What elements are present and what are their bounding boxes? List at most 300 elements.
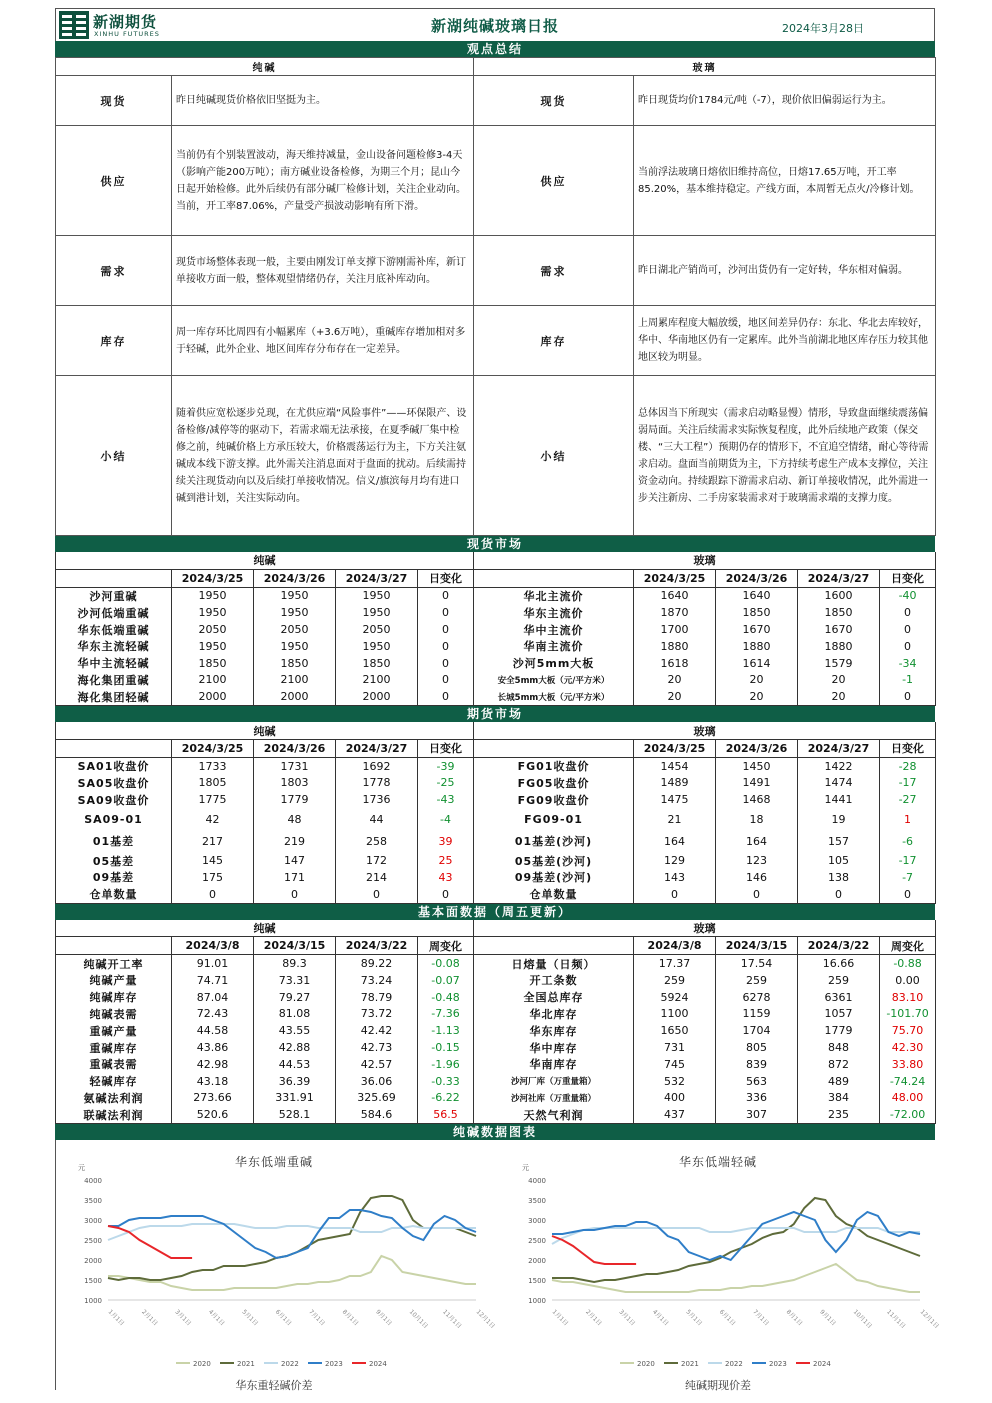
futures-table [55, 722, 936, 903]
value-cell: 1100 [634, 1006, 716, 1023]
value-cell: 33.80 [880, 1056, 936, 1073]
table-row [56, 1022, 936, 1039]
value-cell: 1159 [716, 1006, 798, 1023]
value-cell: 20 [716, 672, 798, 689]
value-cell: 2000 [254, 688, 336, 705]
row-name: 海化集团轻碱 [56, 688, 172, 705]
value-cell: 21 [634, 808, 716, 830]
value-cell: 79.27 [254, 989, 336, 1006]
value-cell: 83.10 [880, 989, 936, 1006]
value-cell: 2050 [172, 621, 254, 638]
value-cell: 73.24 [336, 972, 418, 989]
x-tick-label: 4月1日 [206, 1308, 226, 1328]
value-cell: 1870 [634, 604, 716, 621]
value-cell: 1491 [716, 775, 798, 792]
row-name: FG09收盘价 [474, 791, 634, 808]
table-row [56, 587, 936, 604]
value-cell: 123 [716, 852, 798, 869]
value-cell: 2000 [172, 688, 254, 705]
value-cell: 1803 [254, 775, 336, 792]
value-cell: -34 [880, 655, 936, 672]
row-name: 纯碱开工率 [56, 955, 172, 972]
value-cell: 20 [798, 688, 880, 705]
overview-soda-text: 随着供应宽松逐步兑现，在尤供应端“风险事件”——环保限产、设备检修/减停等的驱动下，若需求端无法承接，在夏季碱厂集中检修之前，纯碱价格上方承压较大，价格震荡运行为主，下方关注氨碱成本线下游支撑。此外需关注消息面对于盘面的扰动。后续需持续关注现货动向以及后续打单接收情况。信义/旗滨每月均有进口碱到港计划，关注实际动向。 [172, 376, 474, 536]
value-cell: 1670 [716, 621, 798, 638]
x-tick-label: 4月1日 [650, 1308, 670, 1328]
row-name: 沙河厂库（万重量箱） [474, 1073, 634, 1090]
overview-soda-text: 昨日纯碱现货价格依旧坚挺为主。 [172, 76, 474, 126]
futures-band: 期货市场 [55, 706, 935, 722]
value-cell: 19 [798, 808, 880, 830]
y-tick-label: 4000 [528, 1177, 546, 1186]
header-cell [474, 739, 634, 757]
value-cell: 1614 [716, 655, 798, 672]
value-cell: 325.69 [336, 1090, 418, 1107]
value-cell: 20 [634, 672, 716, 689]
value-cell: 2050 [254, 621, 336, 638]
overview-label: 库存 [474, 306, 634, 376]
row-name: 华东库存 [474, 1022, 634, 1039]
value-cell: 91.01 [172, 955, 254, 972]
fundamentals-table [55, 920, 936, 1125]
overview-soda-text: 现货市场整体表现一般，主要由刚发订单支撑下游刚需补库，新订单接收方面一般，整体观望情绪仍存，关注月底补库动向。 [172, 236, 474, 306]
value-cell: 0 [418, 587, 474, 604]
value-cell: 745 [634, 1056, 716, 1073]
value-cell: -1 [880, 672, 936, 689]
value-cell: -1.13 [418, 1022, 474, 1039]
value-cell: 89.3 [254, 955, 336, 972]
legend-label: 2024 [369, 1360, 387, 1369]
value-cell: 0 [880, 688, 936, 705]
value-cell: 43.55 [254, 1022, 336, 1039]
value-cell: 1700 [634, 621, 716, 638]
x-tick-label: 7月1日 [307, 1308, 327, 1328]
value-cell: 0 [418, 604, 474, 621]
row-name: 05基差 [56, 852, 172, 869]
overview-label: 小结 [56, 376, 172, 536]
value-cell: 872 [798, 1056, 880, 1073]
futures-soda-head: 纯碱 [56, 722, 474, 739]
value-cell: 0 [880, 638, 936, 655]
value-cell: 336 [716, 1090, 798, 1107]
spot-table [55, 552, 936, 706]
value-cell: -0.33 [418, 1073, 474, 1090]
value-cell: 0 [418, 688, 474, 705]
x-tick-label: 6月1日 [273, 1308, 293, 1328]
value-cell: 175 [172, 869, 254, 886]
value-cell: 157 [798, 830, 880, 852]
value-cell: 805 [716, 1039, 798, 1056]
y-tick-label: 1000 [528, 1297, 546, 1306]
value-cell: -0.48 [418, 989, 474, 1006]
x-tick-label: 6月1日 [717, 1308, 737, 1328]
value-cell: 1474 [798, 775, 880, 792]
value-cell: 1057 [798, 1006, 880, 1023]
overview-band: 观点总结 [55, 41, 935, 57]
y-tick-label: 2000 [528, 1257, 546, 1266]
value-cell: -0.07 [418, 972, 474, 989]
value-cell: -28 [880, 757, 936, 774]
value-cell: 1736 [336, 791, 418, 808]
value-cell: 2050 [336, 621, 418, 638]
table-row [56, 757, 936, 774]
value-cell: 1880 [716, 638, 798, 655]
header-cell [56, 739, 172, 757]
row-name: 纯碱产量 [56, 972, 172, 989]
table-row [56, 1039, 936, 1056]
row-name: 09基差 [56, 869, 172, 886]
futures-glass-head: 玻璃 [474, 722, 936, 739]
row-name: 华东主流轻碱 [56, 638, 172, 655]
value-cell: -7 [880, 869, 936, 886]
header-cell: 2024/3/26 [254, 739, 336, 757]
row-name: 沙河重碱 [56, 587, 172, 604]
y-tick-label: 1500 [528, 1277, 546, 1286]
value-cell: -6.22 [418, 1090, 474, 1107]
value-cell: 74.71 [172, 972, 254, 989]
table-row [56, 955, 936, 972]
row-name: 华北主流价 [474, 587, 634, 604]
header-cell: 2024/3/15 [716, 937, 798, 955]
value-cell: 75.70 [880, 1022, 936, 1039]
value-cell: 42.30 [880, 1039, 936, 1056]
header-cell: 2024/3/25 [172, 569, 254, 587]
value-cell: 129 [634, 852, 716, 869]
value-cell: 2100 [254, 672, 336, 689]
row-name: 轻碱库存 [56, 1073, 172, 1090]
row-name: 沙河低端重碱 [56, 604, 172, 621]
value-cell: 400 [634, 1090, 716, 1107]
header-cell: 2024/3/27 [336, 739, 418, 757]
value-cell: 1600 [798, 587, 880, 604]
value-cell: 1640 [716, 587, 798, 604]
x-tick-label: 12月1日 [918, 1308, 941, 1331]
table-row [56, 775, 936, 792]
value-cell: 1704 [716, 1022, 798, 1039]
value-cell: 0 [880, 886, 936, 903]
overview-label: 现货 [474, 76, 634, 126]
value-cell: 164 [716, 830, 798, 852]
header-cell: 日变化 [418, 739, 474, 757]
value-cell: 235 [798, 1106, 880, 1123]
value-cell: 0 [798, 886, 880, 903]
value-cell: 2100 [336, 672, 418, 689]
report-date: 2024年3月28日 [782, 22, 864, 35]
value-cell: 78.79 [336, 989, 418, 1006]
value-cell: 219 [254, 830, 336, 852]
header-cell [56, 937, 172, 955]
value-cell: 259 [634, 972, 716, 989]
table-row [56, 1006, 936, 1023]
y-tick-label: 4000 [84, 1177, 102, 1186]
y-unit-label: 元 [522, 1164, 529, 1173]
value-cell: 1618 [634, 655, 716, 672]
value-cell: 0 [418, 886, 474, 903]
x-tick-label: 8月1日 [784, 1308, 804, 1328]
x-tick-label: 3月1日 [173, 1308, 193, 1328]
value-cell: 1850 [798, 604, 880, 621]
value-cell: 1950 [336, 604, 418, 621]
header-cell: 2024/3/26 [254, 569, 336, 587]
value-cell: 848 [798, 1039, 880, 1056]
y-unit-label: 元 [78, 1164, 85, 1173]
fundamentals-glass-head: 玻璃 [474, 920, 936, 937]
row-name: 联碱法利润 [56, 1106, 172, 1123]
value-cell: 0 [418, 638, 474, 655]
row-name: 沙河5mm大板 [474, 655, 634, 672]
header-cell [474, 937, 634, 955]
row-name: FG09-01 [474, 808, 634, 830]
value-cell: 5924 [634, 989, 716, 1006]
overview-glass-text: 昨日现货均价1784元/吨（-7），现价依旧偏弱运行为主。 [634, 76, 936, 126]
value-cell: 44.58 [172, 1022, 254, 1039]
value-cell: -27 [880, 791, 936, 808]
row-name: 重碱库存 [56, 1039, 172, 1056]
series-line-2023 [108, 1210, 476, 1258]
value-cell: 731 [634, 1039, 716, 1056]
row-name: 华中主流轻碱 [56, 655, 172, 672]
value-cell: 36.06 [336, 1073, 418, 1090]
value-cell: 6278 [716, 989, 798, 1006]
table-row [56, 688, 936, 705]
report-title: 新湖纯碱玻璃日报 [430, 17, 559, 35]
legend-label: 2020 [637, 1360, 655, 1369]
value-cell: 20 [798, 672, 880, 689]
spot-glass-head: 玻璃 [474, 552, 936, 569]
header-cell: 2024/3/26 [716, 739, 798, 757]
legend-label: 2020 [193, 1360, 211, 1369]
value-cell: 164 [634, 830, 716, 852]
value-cell: 0 [418, 655, 474, 672]
value-cell: 532 [634, 1073, 716, 1090]
value-cell: 1640 [634, 587, 716, 604]
row-name: FG05收盘价 [474, 775, 634, 792]
value-cell: 1850 [336, 655, 418, 672]
table-row [56, 791, 936, 808]
value-cell: 1950 [172, 587, 254, 604]
value-cell: 42.98 [172, 1056, 254, 1073]
overview-label: 库存 [56, 306, 172, 376]
x-tick-label: 9月1日 [818, 1308, 838, 1328]
value-cell: 0 [336, 886, 418, 903]
header-cell: 日变化 [418, 569, 474, 587]
value-cell: 171 [254, 869, 336, 886]
value-cell: -17 [880, 852, 936, 869]
y-tick-label: 2500 [84, 1237, 102, 1246]
table-row [56, 655, 936, 672]
overview-label: 小结 [474, 376, 634, 536]
value-cell: 42.57 [336, 1056, 418, 1073]
table-row [56, 672, 936, 689]
value-cell: 1468 [716, 791, 798, 808]
series-line-2020 [552, 1264, 920, 1292]
row-name: 纯碱表需 [56, 1006, 172, 1023]
table-row [56, 886, 936, 903]
value-cell: -25 [418, 775, 474, 792]
value-cell: 1779 [798, 1022, 880, 1039]
value-cell: 25 [418, 852, 474, 869]
chart-title: 华东低端重碱 [234, 1155, 313, 1170]
value-cell: 839 [716, 1056, 798, 1073]
value-cell: 0 [254, 886, 336, 903]
overview-glass-text: 上周累库程度大幅放缓，地区间差异仍存：东北、华北去库较好，华中、华南地区仍有一定累库。此外当前湖北地区库存压力较其他地区较为明显。 [634, 306, 936, 376]
header-cell: 2024/3/27 [798, 569, 880, 587]
y-tick-label: 1000 [84, 1297, 102, 1306]
table-row [56, 972, 936, 989]
value-cell: 105 [798, 852, 880, 869]
series-line-2020 [108, 1256, 476, 1290]
row-name: 华南库存 [474, 1056, 634, 1073]
row-name: 华中主流价 [474, 621, 634, 638]
x-tick-label: 11月1日 [441, 1308, 463, 1331]
value-cell: 1880 [798, 638, 880, 655]
report-header [55, 8, 935, 41]
report-page [55, 8, 941, 1393]
chart-title: 华东低端轻碱 [678, 1155, 757, 1170]
value-cell: 172 [336, 852, 418, 869]
value-cell: 259 [798, 972, 880, 989]
overview-soda-head: 纯碱 [56, 58, 474, 76]
y-tick-label: 1500 [84, 1277, 102, 1286]
fundamentals-soda-head: 纯碱 [56, 920, 474, 937]
value-cell: 584.6 [336, 1106, 418, 1123]
value-cell: 0 [634, 886, 716, 903]
header-cell: 2024/3/27 [798, 739, 880, 757]
x-tick-label: 8月1日 [340, 1308, 360, 1328]
row-name: 氨碱法利润 [56, 1090, 172, 1107]
value-cell: 1950 [336, 587, 418, 604]
value-cell: 528.1 [254, 1106, 336, 1123]
row-name: 05基差(沙河) [474, 852, 634, 869]
value-cell: 273.66 [172, 1090, 254, 1107]
overview-label: 供应 [56, 126, 172, 236]
overview-glass-text: 当前浮法玻璃日熔依旧维持高位，日熔17.65万吨，开工率85.20%，基本维持稳定。产线方面，本周暂无点火/冷修计划。 [634, 126, 936, 236]
value-cell: -72.00 [880, 1106, 936, 1123]
value-cell: 0 [716, 886, 798, 903]
value-cell: 42.88 [254, 1039, 336, 1056]
value-cell: 1441 [798, 791, 880, 808]
chart-below-title: 华东重轻碱价差 [235, 1379, 313, 1393]
value-cell: 563 [716, 1073, 798, 1090]
table-row [56, 638, 936, 655]
value-cell: -74.24 [880, 1073, 936, 1090]
header-cell: 2024/3/8 [634, 937, 716, 955]
x-tick-label: 3月1日 [617, 1308, 637, 1328]
value-cell: 214 [336, 869, 418, 886]
value-cell: 0 [880, 604, 936, 621]
charts-area [55, 1140, 941, 1393]
table-row [56, 869, 936, 886]
value-cell: 1950 [254, 638, 336, 655]
value-cell: 138 [798, 869, 880, 886]
value-cell: 1880 [634, 638, 716, 655]
table-row [56, 604, 936, 621]
row-name: 华东低端重碱 [56, 621, 172, 638]
value-cell: 1850 [716, 604, 798, 621]
value-cell: 1422 [798, 757, 880, 774]
x-tick-label: 11月1日 [885, 1308, 907, 1331]
value-cell: 2000 [336, 688, 418, 705]
value-cell: 1778 [336, 775, 418, 792]
value-cell: 1950 [254, 604, 336, 621]
overview-label: 现货 [56, 76, 172, 126]
logo-chinese-text: 新湖期货 [93, 13, 158, 31]
row-name: FG01收盘价 [474, 757, 634, 774]
x-tick-label: 12月1日 [474, 1308, 497, 1331]
overview-label: 供应 [474, 126, 634, 236]
value-cell: 258 [336, 830, 418, 852]
value-cell: 259 [716, 972, 798, 989]
value-cell: 1670 [798, 621, 880, 638]
value-cell: -7.36 [418, 1006, 474, 1023]
value-cell: 1489 [634, 775, 716, 792]
y-tick-label: 3000 [528, 1217, 546, 1226]
value-cell: -43 [418, 791, 474, 808]
value-cell: 1950 [172, 604, 254, 621]
fundamentals-band: 基本面数据（周五更新） [55, 904, 935, 920]
value-cell: 6361 [798, 989, 880, 1006]
value-cell: 73.31 [254, 972, 336, 989]
table-row [56, 621, 936, 638]
value-cell: 44 [336, 808, 418, 830]
row-name: SA09收盘价 [56, 791, 172, 808]
line-chart-svg [500, 1140, 941, 1390]
value-cell: 1650 [634, 1022, 716, 1039]
series-line-2024 [552, 1236, 636, 1264]
value-cell: -40 [880, 587, 936, 604]
x-tick-label: 10月1日 [851, 1308, 874, 1331]
table-row [56, 1056, 936, 1073]
value-cell: 143 [634, 869, 716, 886]
row-name: 天然气利润 [474, 1106, 634, 1123]
value-cell: 1850 [172, 655, 254, 672]
value-cell: 1454 [634, 757, 716, 774]
value-cell: 17.37 [634, 955, 716, 972]
x-tick-label: 9月1日 [374, 1308, 394, 1328]
value-cell: 307 [716, 1106, 798, 1123]
value-cell: 16.66 [798, 955, 880, 972]
value-cell: 89.22 [336, 955, 418, 972]
value-cell: 0.00 [880, 972, 936, 989]
value-cell: 43 [418, 869, 474, 886]
row-name: 日熔量（日频） [474, 955, 634, 972]
line-chart-svg [56, 1140, 497, 1390]
header-cell [474, 569, 634, 587]
row-name: 09基差(沙河) [474, 869, 634, 886]
value-cell: 1950 [254, 587, 336, 604]
x-tick-label: 5月1日 [240, 1308, 260, 1328]
y-tick-label: 3500 [528, 1197, 546, 1206]
table-row [56, 989, 936, 1006]
row-name: SA05收盘价 [56, 775, 172, 792]
value-cell: -17 [880, 775, 936, 792]
value-cell: 42 [172, 808, 254, 830]
header-cell: 2024/3/15 [254, 937, 336, 955]
value-cell: 146 [716, 869, 798, 886]
value-cell: 331.91 [254, 1090, 336, 1107]
value-cell: 2100 [172, 672, 254, 689]
charts-band: 纯碱数据图表 [55, 1124, 935, 1140]
series-line-2022 [552, 1228, 920, 1244]
y-tick-label: 2500 [528, 1237, 546, 1246]
x-tick-label: 1月1日 [106, 1308, 126, 1328]
row-name: 01基差 [56, 830, 172, 852]
row-name: 沙河社库（万重量箱） [474, 1090, 634, 1107]
table-row [56, 808, 936, 830]
legend-label: 2021 [237, 1360, 255, 1369]
header-cell [56, 569, 172, 587]
row-name: 重碱产量 [56, 1022, 172, 1039]
